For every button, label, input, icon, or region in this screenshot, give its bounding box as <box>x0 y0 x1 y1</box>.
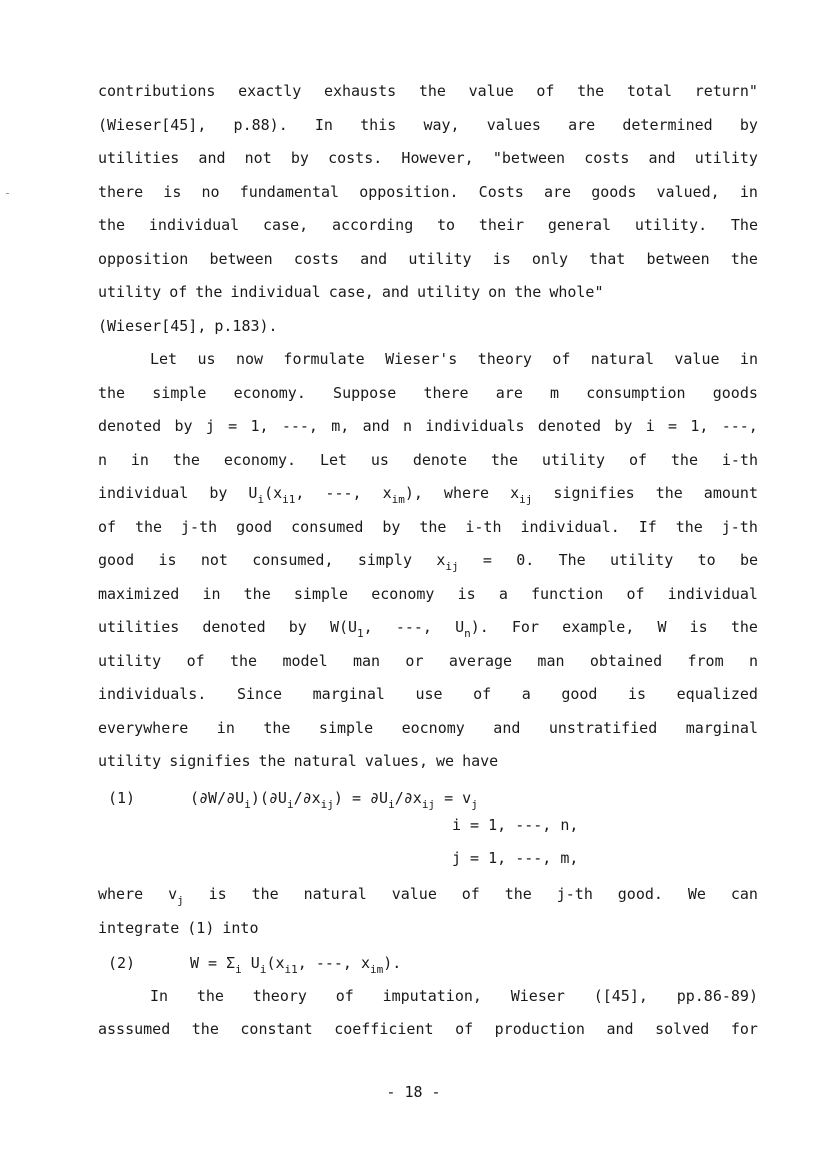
text-line: (Wieser[45], p.88). In this way, values are determined by <box>98 116 758 134</box>
page-number: - 18 - <box>386 1083 441 1101</box>
text-line: asssumed the constant coefficient of production and solved for <box>98 1020 758 1038</box>
text-line: In the theory of imputation, Wieser ([45], pp.86-89) <box>150 987 758 1005</box>
text-line: there is no fundamental opposition. Costs are goods valued, in <box>98 183 758 201</box>
text-line: utility of the model man or average man obtained from n <box>98 652 758 670</box>
text-line: integrate (1) into <box>98 919 259 937</box>
text-line: contributions exactly exhausts the value of the total return" <box>98 82 758 100</box>
text-line: utility of the individual case, and utility on the whole" <box>98 283 604 301</box>
text-line: maximized in the simple economy is a function of individual <box>98 585 758 603</box>
equation-1: $(\partial W/\partial U_i)(\partial U_i/\partial x_{ij}) = \partial U_i/\partial x_{ij} = v_j$ <box>190 789 478 811</box>
text-line: good is not consumed, simply $x_{ij}$ = 0. The utility to be <box>98 551 758 573</box>
text-line: denoted by j = 1, ---, m, and n individuals denoted by i = 1, ---, <box>98 417 758 435</box>
text-line: where $v_j$ is the natural value of the j-th good. We can <box>98 885 758 907</box>
margin-mark <box>6 193 9 194</box>
text-line: n in the economy. Let us denote the utility of the i-th <box>98 451 758 469</box>
equation-1-range-j: j = 1, ---, m, <box>452 849 579 867</box>
text-line: individuals. Since marginal use of a good is equalized <box>98 685 758 703</box>
equation-2-number: (2) <box>108 954 136 972</box>
text-line: Let us now formulate Wieser's theory of natural value in <box>150 350 758 368</box>
text-line: utility signifies the natural values, we have <box>98 752 499 770</box>
text-line: utilities and not by costs. However, "between costs and utility <box>98 149 758 167</box>
text-line: of the j-th good consumed by the i-th individual. If the j-th <box>98 518 758 536</box>
text-line: individual by $U_i(x_{i1}$, ---, $x_{im}$), where $x_{ij}$ signifies the amount <box>98 484 758 506</box>
text-line: the individual case, according to their general utility. The <box>98 216 758 234</box>
equation-2: $W = \Sigma_i$ $U_i(x_{i1}$, ---, $x_{im}$). <box>190 954 402 976</box>
text-line: (Wieser[45], p.183). <box>98 317 278 335</box>
equation-1-number: (1) <box>108 789 136 807</box>
text-line: everywhere in the simple eocnomy and unstratified marginal <box>98 719 758 737</box>
text-line: opposition between costs and utility is only that between the <box>98 250 758 268</box>
equation-1-range-i: i = 1, ---, n, <box>452 816 579 834</box>
text-line: the simple economy. Suppose there are m consumption goods <box>98 384 758 402</box>
text-line: utilities denoted by $W(U_1$, ---, $U_n$). For example, W is the <box>98 618 758 640</box>
